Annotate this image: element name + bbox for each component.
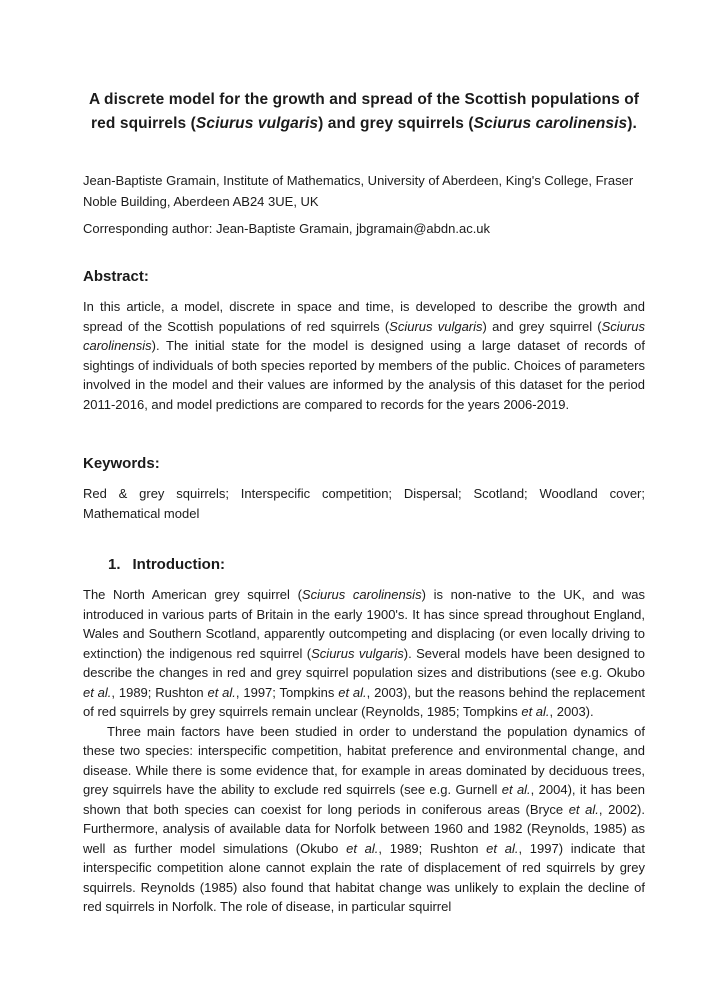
abstract-body: In this article, a model, discrete in space and time, is developed to describe the growth and spread of the Scottish populations of red squirrels (Sciurus vulgaris) and grey squirrel (Sciurus carolinensis). The initial state for the model is designed using a large dataset of records of sightings of individuals of both species reported by members of the public. Choices of parameters involved in the model and their values are informed by the analysis of this dataset for the period 2011-2016, and model predictions are compared to records for the years 2006-2019. (83, 299, 645, 412)
introduction-paragraph-2: Three main factors have been studied in order to understand the population dynamics of these two species: interspecific competition, habitat preference and environmental change, and disease. While there is some evidence that, for example in areas dominated by deciduous trees, grey squirrels have the ability to exclude red squirrels (see e.g. Gurnell et al., 2004), it has been shown that both species can coexist for long periods in coniferous areas (Bryce et al., 2002). Furthermore, analysis of available data for Norfolk between 1960 and 1982 (Reynolds, 1985) as well as further model simulations (Okubo et al., 1989; Rushton et al., 1997) indicate that interspecific competition alone cannot explain the rate of displacement of red squirrels by grey squirrels. Reynolds (1985) also found that habitat change was unlikely to explain the decline of red squirrels in Norfolk. The role of disease, in particular squirrel (83, 723, 646, 914)
introduction-heading (83, 555, 645, 575)
keywords-body: Red & grey squirrels; Interspecific competition; Dispersal; Scotland; Woodland cover; Mathematical model (83, 486, 645, 521)
paper-title: A discrete model for the growth and spread of the Scottish populations of red squirrels (Sciurus vulgaris) and grey squirrels (Sciurus carolinensis). (88, 91, 640, 132)
keywords-heading: Keywords: (83, 455, 160, 472)
introduction-heading-label: Introduction: (132, 556, 225, 573)
corresponding-author-line: Corresponding author: Jean-Baptiste Gramain, jbgramain@abdn.ac.uk (83, 221, 491, 236)
author-affiliation: Jean-Baptiste Gramain, Institute of Mathematics, University of Aberdeen, King's College, Fraser Noble Building, Aberdeen AB24 3UE, UK (83, 173, 634, 209)
introduction-heading-number: 1. (108, 556, 121, 573)
abstract-heading: Abstract: (83, 268, 149, 285)
introduction-paragraph-1: The North American grey squirrel (Sciurus carolinensis) is non-native to the UK, and was introduced in various parts of Britain in the early 1900's. It has since spread throughout England, Wales and Southern Scotland, apparently outcompeting and displacing (or even locally driving to extinction) the indigenous red squirrel (Sciurus vulgaris). Several models have been designed to describe the changes in red and grey squirrel population sizes and distributions (see e.g. Okubo et al., 1989; Rushton et al., 1997; Tompkins et al., 2003), but the reasons behind the replacement of red squirrels by grey squirrels remain unclear (Reynolds, 1985; Tompkins et al., 2003). (83, 587, 646, 719)
